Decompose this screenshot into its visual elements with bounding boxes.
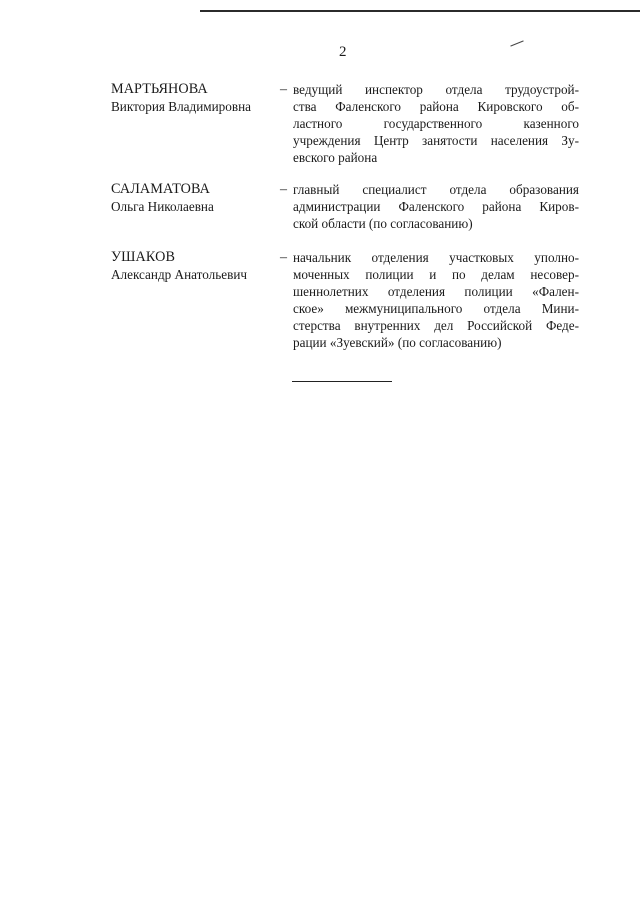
description-line: учреждения Центр занятости населения Зу- — [293, 133, 579, 148]
member-surname: САЛАМАТОВА — [111, 181, 211, 197]
member-description — [293, 81, 579, 166]
description-line: шеннолетних отделения полиции «Фален- — [293, 284, 579, 299]
member-name — [111, 249, 281, 283]
description-line: моченных полиции и по делам несовер- — [293, 267, 579, 282]
description-line: ской области (по согласованию) — [293, 216, 473, 231]
description-line: администрации Фаленского района Киров- — [293, 199, 579, 214]
description-line: начальник отделения участковых уполно- — [293, 250, 579, 265]
entry-dash: – — [280, 250, 287, 265]
member-description — [293, 181, 579, 232]
entry-dash: – — [280, 182, 287, 197]
description-line: ластного государственного казенного — [293, 116, 579, 131]
description-line: рации «Зуевский» (по согласованию) — [293, 335, 502, 350]
description-line: ведущий инспектор отдела трудоустрой- — [293, 82, 579, 97]
member-given-name: Александр Анатольевич — [111, 267, 248, 282]
description-line: главный специалист отдела образования — [293, 182, 579, 197]
page-number: 2 — [339, 44, 347, 60]
entry-dash: – — [280, 82, 287, 97]
description-line: ства Фаленского района Кировского об- — [293, 99, 579, 114]
top-border-rule — [200, 10, 640, 12]
member-name — [111, 81, 281, 115]
member-surname: УШАКОВ — [111, 249, 176, 265]
member-name — [111, 181, 281, 215]
description-line: евского района — [293, 150, 378, 165]
end-of-list-rule — [292, 381, 392, 382]
member-description — [293, 249, 579, 351]
member-surname: МАРТЬЯНОВА — [111, 81, 208, 97]
member-given-name: Ольга Николаевна — [111, 199, 214, 214]
member-given-name: Виктория Владимировна — [111, 99, 252, 114]
scan-artifact-mark — [510, 40, 523, 46]
description-line: ское» межмуниципального отдела Мини- — [293, 301, 579, 316]
description-line: стерства внутренних дел Российской Феде- — [293, 318, 579, 333]
